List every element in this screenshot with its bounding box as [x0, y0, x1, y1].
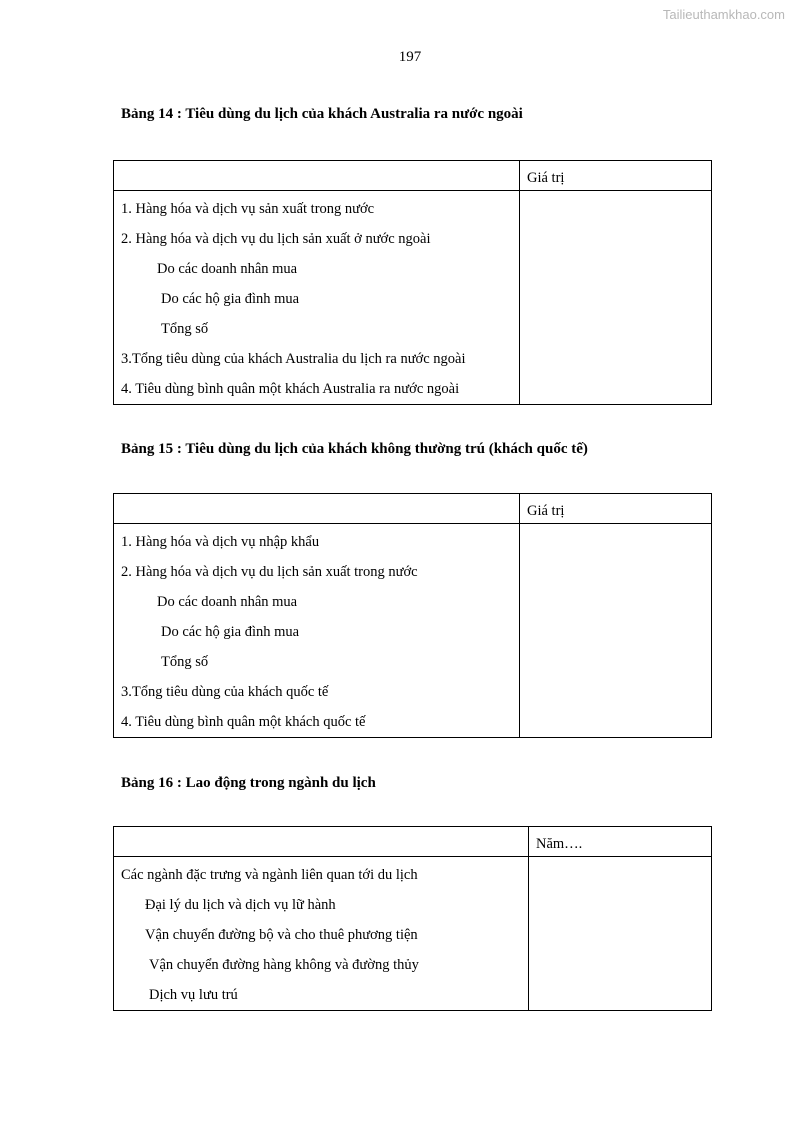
header-value-cell	[520, 161, 712, 191]
table-header-row	[114, 494, 712, 524]
table-row: 1. Hàng hóa và dịch vụ sản xuất trong nước	[121, 201, 375, 217]
table-row: Vận chuyển đường bộ và cho thuê phương tiện	[145, 927, 418, 943]
table-row: 2. Hàng hóa và dịch vụ du lịch sản xuất ở nước ngoài	[121, 231, 431, 247]
table-row: Tổng số	[161, 654, 209, 670]
table-header-row	[114, 827, 712, 857]
table-15-caption: Bảng 15 : Tiêu dùng du lịch của khách không thường trú (khách quốc tế)	[121, 441, 588, 457]
table-16	[113, 826, 712, 1011]
table-header-row	[114, 161, 712, 191]
table-16-caption: Bảng 16 : Lao động trong ngành du lịch	[121, 775, 376, 791]
table-row: Do các doanh nhân mua	[157, 594, 298, 610]
table-row: Tổng số	[161, 321, 209, 337]
table-body-row	[114, 857, 712, 1011]
table-body-row	[114, 191, 712, 405]
table-row: 4. Tiêu dùng bình quân một khách Australia ra nước ngoài	[121, 381, 460, 397]
table-row: Do các doanh nhân mua	[157, 261, 298, 277]
watermark: Tailieuthamkhao.com	[662, 7, 785, 22]
value-column-header: Giá trị	[527, 503, 565, 519]
values-cell	[520, 524, 712, 738]
table-15	[113, 493, 712, 738]
table-row: Do các hộ gia đình mua	[161, 624, 300, 640]
table-row: 2. Hàng hóa và dịch vụ du lịch sản xuất trong nước	[121, 564, 418, 580]
header-label-cell	[114, 494, 520, 524]
page-number: 197	[398, 49, 422, 65]
values-cell	[529, 857, 712, 1011]
header-label-cell	[114, 827, 529, 857]
row-labels-cell	[114, 524, 520, 738]
header-value-cell	[529, 827, 712, 857]
table-row: Các ngành đặc trưng và ngành liên quan tới du lịch	[121, 867, 418, 883]
table-row: 4. Tiêu dùng bình quân một khách quốc tế	[121, 714, 366, 730]
table-row: 1. Hàng hóa và dịch vụ nhập khẩu	[121, 534, 320, 550]
row-labels-cell	[114, 191, 520, 405]
header-value-cell	[520, 494, 712, 524]
table-14-caption: Bảng 14 : Tiêu dùng du lịch của khách Australia ra nước ngoài	[121, 106, 523, 122]
values-cell	[520, 191, 712, 405]
table-body-row	[114, 524, 712, 738]
table-row: 3.Tổng tiêu dùng của khách Australia du lịch ra nước ngoài	[121, 351, 466, 367]
table-row: Do các hộ gia đình mua	[161, 291, 300, 307]
table-row: Vận chuyển đường hàng không và đường thủy	[149, 957, 419, 973]
table-14	[113, 160, 712, 405]
header-label-cell	[114, 161, 520, 191]
table-row: 3.Tổng tiêu dùng của khách quốc tế	[121, 684, 329, 700]
value-column-header: Giá trị	[527, 170, 565, 186]
table-row: Đại lý du lịch và dịch vụ lữ hành	[145, 897, 336, 913]
value-column-header: Năm….	[536, 836, 583, 852]
table-row: Dịch vụ lưu trú	[149, 987, 238, 1003]
row-labels-cell	[114, 857, 529, 1011]
